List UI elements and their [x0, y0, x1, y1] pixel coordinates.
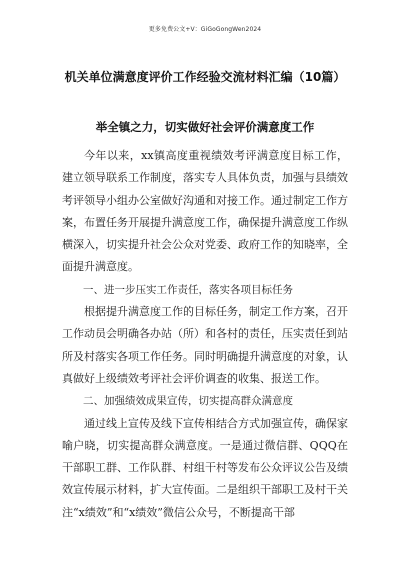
- header-note: 更多免费公文+V：GiGoGongWen2024: [148, 26, 262, 33]
- section-title: 举全镇之力，切实做好社会评价满意度工作: [95, 120, 315, 134]
- document-body: [62, 145, 348, 524]
- subheading-1: 一、进一步压实工作责任，落实各项目标任务: [83, 283, 293, 296]
- paragraph-intro: 今年以来，xx镇高度重视绩效考评满意度目标工作，建立领导联系工作制度，落实专人具体负责，加强与县绩效考评领导小组办公室做好沟通和对接工作。通过制定工作方案，布置任务开展提升满意度工作，确保提升满意度工作纵横深入，切实提升社会公众对党委、政府工作的知晓率，全面提升满意度。: [62, 149, 348, 274]
- subheading-2: 二、加强绩效成果宣传，切实提高群众满意度: [83, 395, 293, 408]
- paragraph-responsibility: 根据提升满意度工作的目标任务，制定工作方案，召开工作动员会明确各办站（所）和各村的责任，压实责任到站所及村落实各项工作任务。同时明确提升满意度的对象，认真做好上级绩效考评社会评价调查的收集、报送工作。: [62, 305, 348, 385]
- document-title: 机关单位满意度评价工作经验交流材料汇编（10篇）: [64, 70, 346, 84]
- paragraph-publicity: 通过线上宣传及线下宣传相结合方式加强宣传，确保家喻户晓，切实提高群众满意度。一是通过微信群、QQQ在干部职工群、工作队群、村组干村等发布公众评议公告及绩效宣传展示材料，扩大宣传面。二是组织干部职工及村干关注“x绩效”和“x绩效”微信公众号，不断提高干部: [62, 416, 348, 519]
